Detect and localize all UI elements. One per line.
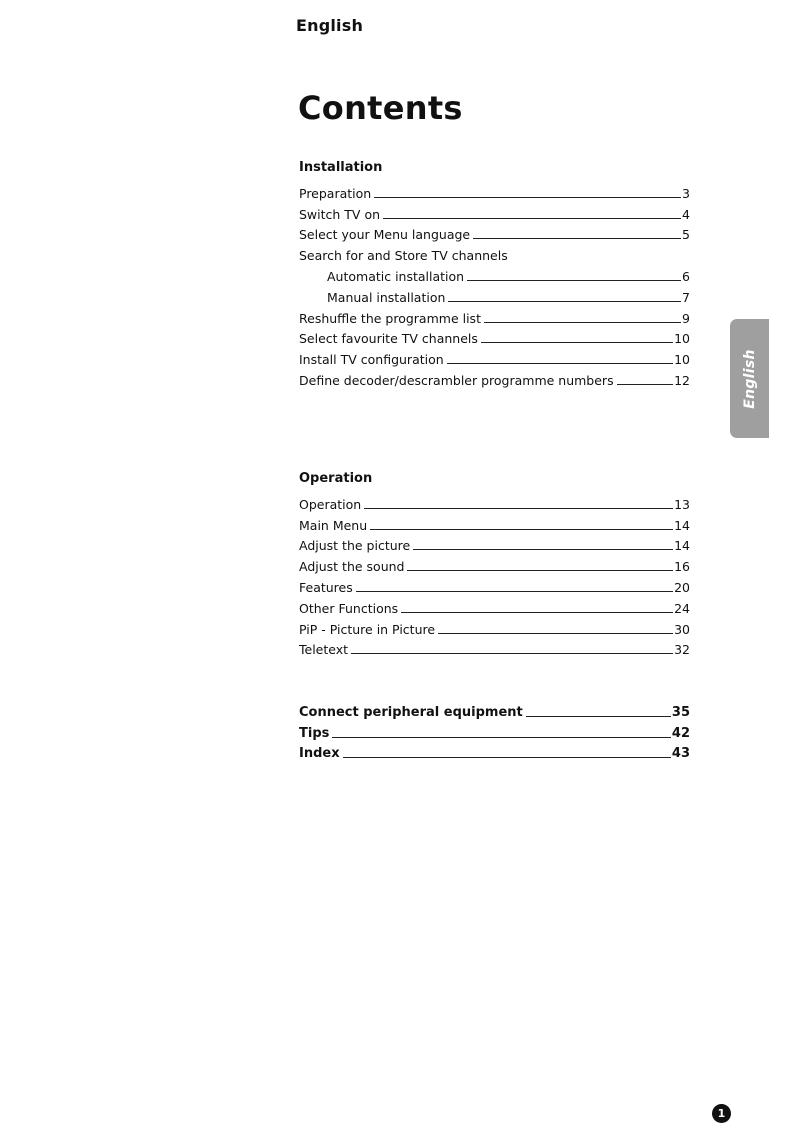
toc-entry[interactable] (299, 202, 690, 223)
toc-entry-label: Teletext (299, 642, 349, 658)
toc-entry-label: Features (299, 579, 353, 595)
toc-leader-line (484, 322, 681, 323)
toc-leader-line (481, 342, 673, 343)
toc-leader-line (370, 529, 673, 530)
toc-entry-label: Switch TV on (299, 206, 381, 222)
toc-entry-label: Reshuffle the programme list (299, 310, 481, 326)
toc-entry-label: Connect peripheral equipment (299, 704, 523, 720)
toc-leader-line (438, 633, 673, 634)
toc-entry-page: 13 (674, 496, 690, 512)
toc-entry-label: Adjust the picture (299, 538, 411, 554)
language-side-tab (730, 319, 769, 438)
toc-entry-page: 14 (674, 538, 690, 554)
toc-entry-page: 43 (671, 746, 690, 762)
toc-leader-line (467, 280, 681, 281)
toc-entry[interactable] (299, 492, 690, 513)
toc-entry-page: 4 (682, 206, 690, 222)
toc-leader-line (401, 612, 673, 613)
toc-entry-page: 10 (674, 352, 690, 368)
toc-entry[interactable] (299, 721, 690, 742)
toc-entry[interactable] (299, 596, 690, 617)
toc-leader-line (526, 716, 671, 717)
toc-entry[interactable] (299, 513, 690, 534)
toc-entry[interactable] (299, 534, 690, 555)
toc-entry-page: 3 (682, 185, 690, 201)
toc-entry[interactable] (299, 306, 690, 327)
toc-entry-label: Search for and Store TV channels (299, 248, 508, 264)
toc-entry-page: 10 (674, 331, 690, 347)
toc-entry[interactable] (299, 368, 690, 389)
toc-leader-line (383, 218, 681, 219)
toc-leader-line (343, 757, 671, 758)
toc-leader-line (356, 591, 673, 592)
toc-entry-page: 16 (674, 559, 690, 575)
toc-leader-line (374, 197, 681, 198)
toc-entry-label: Preparation (299, 185, 372, 201)
toc-entry-label: PiP - Picture in Picture (299, 621, 436, 637)
toc-leader-line (473, 238, 681, 239)
toc-entry[interactable] (299, 617, 690, 638)
toc-entry-page: 7 (682, 289, 690, 305)
toc-entry-page: 24 (674, 600, 690, 616)
toc-entry[interactable] (299, 554, 690, 575)
toc-entry[interactable] (299, 264, 690, 285)
toc-entry-page: 9 (682, 310, 690, 326)
page-title: Contents (298, 89, 463, 127)
toc-entry-page: 20 (674, 579, 690, 595)
toc-entry[interactable] (299, 327, 690, 348)
toc-operation (299, 492, 690, 658)
toc-entry-label: Tips (299, 725, 330, 741)
toc-entry-label: Define decoder/descrambler programme numbers (299, 372, 614, 388)
toc-entry-label: Main Menu (299, 517, 368, 533)
page-number-badge: 1 (712, 1104, 731, 1123)
toc-leader-line (617, 384, 674, 385)
toc-entry-label: Automatic installation (327, 268, 465, 284)
toc-entry-label: Select your Menu language (299, 227, 471, 243)
toc-entry-label: Other Functions (299, 600, 399, 616)
toc-entry-label: Adjust the sound (299, 559, 405, 575)
section-heading-installation: Installation (299, 160, 383, 175)
toc-entry-page: 5 (682, 227, 690, 243)
toc-entry-label: Operation (299, 496, 362, 512)
toc-entry-label: Index (299, 746, 340, 762)
toc-leader-line (447, 363, 673, 364)
toc-entry-page: 14 (674, 517, 690, 533)
toc-entry-page: 32 (674, 642, 690, 658)
toc-group-heading[interactable] (299, 243, 690, 264)
toc-leader-line (351, 653, 673, 654)
toc-entry[interactable] (299, 575, 690, 596)
toc-entry-page: 6 (682, 268, 690, 284)
toc-entry-page: 12 (674, 372, 690, 388)
toc-entry-page: 35 (671, 704, 690, 720)
section-heading-operation: Operation (299, 471, 373, 486)
toc-leader-line (407, 570, 673, 571)
toc-entry-label: Manual installation (327, 289, 446, 305)
toc-extra (299, 700, 690, 762)
toc-entry-page: 30 (674, 621, 690, 637)
side-tab-label: English (741, 348, 758, 409)
toc-leader-line (332, 737, 671, 738)
toc-entry[interactable] (299, 223, 690, 244)
toc-entry[interactable] (299, 181, 690, 202)
toc-entry-page: 42 (671, 725, 690, 741)
toc-leader-line (364, 508, 673, 509)
toc-entry[interactable] (299, 700, 690, 721)
toc-entry-label: Select favourite TV channels (299, 331, 478, 347)
toc-leader-line (448, 301, 681, 302)
toc-entry[interactable] (299, 638, 690, 659)
toc-entry[interactable] (299, 347, 690, 368)
toc-entry[interactable] (299, 285, 690, 306)
toc-installation (299, 181, 690, 389)
language-header: English (296, 16, 364, 35)
toc-leader-line (413, 549, 673, 550)
toc-entry-label: Install TV configuration (299, 352, 444, 368)
toc-entry[interactable] (299, 742, 690, 763)
